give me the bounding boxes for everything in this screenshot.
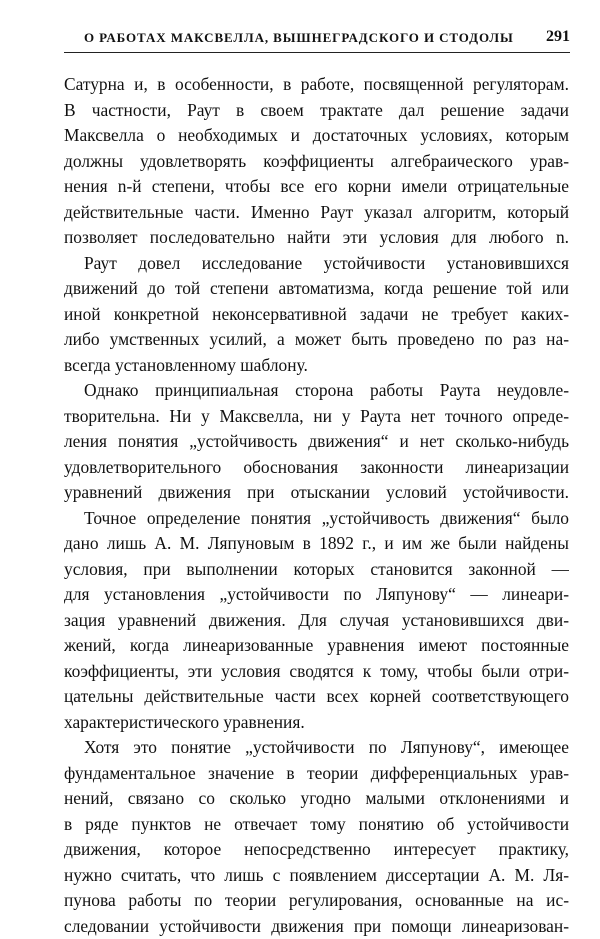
text-line: для установления „устойчивости по Ляпунову“ — линеари-	[64, 582, 569, 608]
text-line: цательны действительные части всех корней соответствующего	[64, 684, 569, 710]
text-line: В частности, Раут в своем трактате дал решение задачи	[64, 98, 569, 124]
paragraph-last-line: уравнений движения при отыскании условий устойчивости.	[64, 480, 569, 506]
text-line: действительные части. Именно Раут указал алгоритм, который	[64, 200, 569, 226]
text-line: условия, при выполнении которых становится законной —	[64, 557, 569, 583]
text-line: движения, которое непосредственно интересует практику,	[64, 837, 569, 863]
paragraph-last-line: характеристического уравнения.	[64, 710, 569, 736]
text-line: дано лишь А. М. Ляпуновым в 1892 г., и им же были найдены	[64, 531, 569, 557]
text-line: движений до той степени автоматизма, когда решение той или	[64, 276, 569, 302]
text-line: следовании устойчивости движения при помощи линеаризован-	[64, 914, 569, 939]
text-line: нений, связано со сколько угодно малыми отклонениями и	[64, 786, 569, 812]
text-line: фундаментальное значение в теории дифференциальных урав-	[64, 761, 569, 787]
body-text	[64, 72, 569, 939]
page-number: 291	[546, 28, 570, 46]
text-line: Максвелла о необходимых и достаточных условиях, которым	[64, 123, 569, 149]
running-head	[64, 30, 570, 53]
paragraph-first-line: Однако принципиальная сторона работы Раута неудовле-	[64, 378, 569, 404]
text-line: жений, когда линеаризованные уравнения имеют постоянные	[64, 633, 569, 659]
text-line: зация уравнений движения. Для случая установившихся дви-	[64, 608, 569, 634]
text-line: коэффициенты, эти условия сводятся к тому, чтобы были отри-	[64, 659, 569, 685]
text-line: должны удовлетворять коэффициенты алгебраического урав-	[64, 149, 569, 175]
running-title: О РАБОТАХ МАКСВЕЛЛА, ВЫШНЕГРАДСКОГО И СТОДОЛЫ	[84, 30, 514, 46]
text-line: ления понятия „устойчивость движения“ и нет сколько-нибудь	[64, 429, 569, 455]
text-line: пунова работы по теории регулирования, основанные на ис-	[64, 888, 569, 914]
text-line: либо умственных усилий, а может быть проведено по раз на-	[64, 327, 569, 353]
paragraph-last-line: всегда установленному шаблону.	[64, 353, 569, 379]
paragraph-first-line: Точное определение понятия „устойчивость движения“ было	[64, 506, 569, 532]
text-line: нужно считать, что лишь с появлением диссертации А. М. Ля-	[64, 863, 569, 889]
text-line: нения n-й степени, чтобы все его корни имели отрицательные	[64, 174, 569, 200]
text-line: позволяет последовательно найти эти условия для любого n.	[64, 225, 569, 251]
text-line: иной конкретной неконсервативной задачи не требует каких-	[64, 302, 569, 328]
text-line: в ряде пунктов не отвечает тому понятию об устойчивости	[64, 812, 569, 838]
text-line: Сатурна и, в особенности, в работе, посвященной регуляторам.	[64, 72, 569, 98]
paragraph-first-line: Хотя это понятие „устойчивости по Ляпунову“, имеющее	[64, 735, 569, 761]
paragraph-first-line: Раут довел исследование устойчивости установившихся	[64, 251, 569, 277]
text-line: творительна. Ни у Максвелла, ни у Раута нет точного опреде-	[64, 404, 569, 430]
text-line: удовлетворительного обоснования законности линеаризации	[64, 455, 569, 481]
